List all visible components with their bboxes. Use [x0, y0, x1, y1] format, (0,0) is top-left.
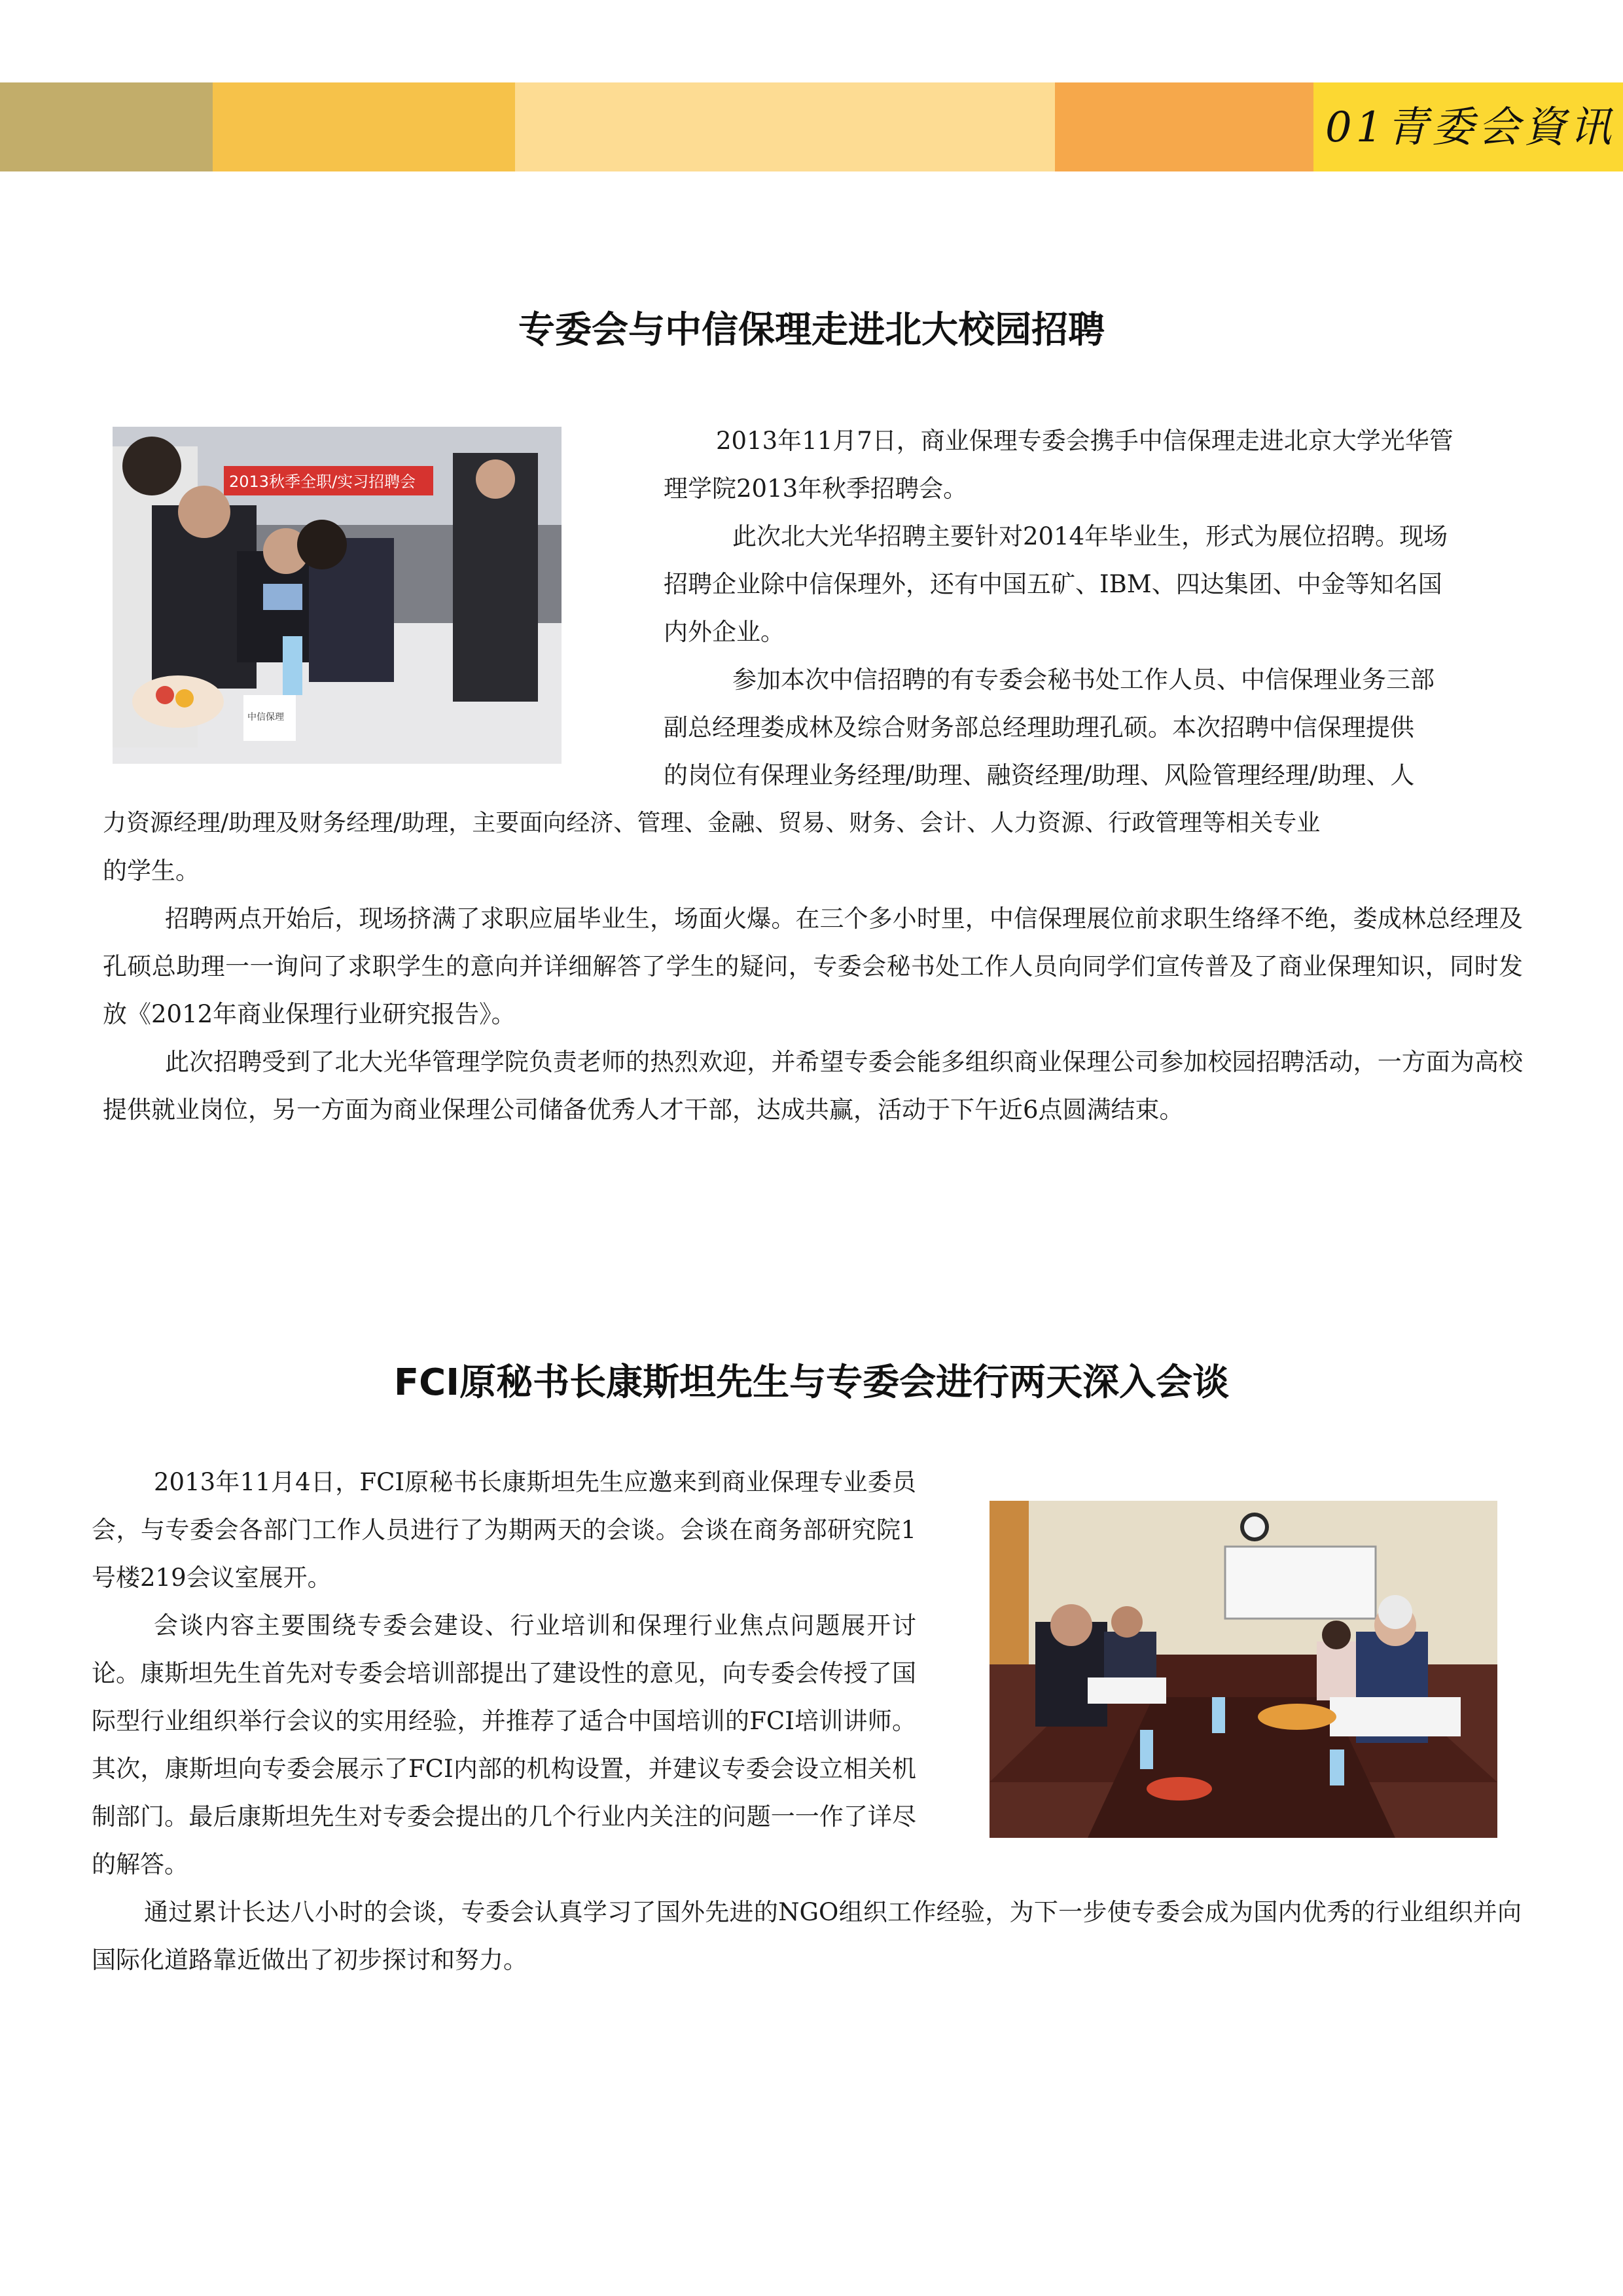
article1-photo: [113, 427, 562, 764]
article1-para1-line2: 理学院2013年秋季招聘会。: [664, 475, 968, 503]
article1-para2-line1: 此次北大光华招聘主要针对2014年毕业生，形式为展位招聘。现场: [732, 522, 1448, 550]
article2-para2: 会谈内容主要围绕专委会建设、行业培训和保理行业焦点问题展开讨论。康斯坦先生首先对专委会培训部提出了建设性的意见，向专委会传授了国际型行业组织举行会议的实用经验，并推荐了适合中国培训的FCI培训讲师。其次，康斯坦向专委会展示了FCI内部的机构设置，并建议专委会设立相关机制部门。最后康斯坦先生对专委会提出的几个行业内关注的问题一一作了详尽的解答。: [92, 1611, 916, 1878]
article1-para5: 此次招聘受到了北大光华管理学院负责老师的热烈欢迎，并希望专委会能多组织商业保理公司参加校园招聘活动，一方面为高校提供就业岗位，另一方面为商业保理公司储备优秀人才干部，达成共赢，活动于下午近6点圆满结束。: [103, 1048, 1523, 1124]
article1-para3-line1: 参加本次中信招聘的有专委会秘书处工作人员、中信保理业务三部: [732, 666, 1435, 694]
article1-para1-line1: 2013年11月7日，商业保理专委会携手中信保理走进北京大学光华管: [716, 427, 1454, 455]
article1-para3-line4: 力资源经理/助理及财务经理/助理，主要面向经济、管理、金融、贸易、财务、会计、人力资源、行政管理等相关专业: [103, 810, 1321, 836]
article2-para3: 通过累计长达八小时的会谈，专委会认真学习了国外先进的NGO组织工作经验，为下一步使专委会成为国内优秀的行业组织并向国际化道路靠近做出了初步探讨和努力。: [92, 1898, 1522, 1974]
article2-photo: [990, 1501, 1497, 1838]
article1-para4: 招聘两点开始后，现场挤满了求职应届毕业生，场面火爆。在三个多小时里，中信保理展位前求职生络绎不绝，娄成林总经理及孔硕总助理一一询问了求职学生的意向并详细解答了学生的疑问，专委会秘书处工作人员向同学们宣传普及了商业保理知识，同时发放《2012年商业保理行业研究报告》。: [103, 905, 1523, 1028]
section-label: 01青委会資讯: [1325, 103, 1616, 152]
article2-para1: 2013年11月4日，FCI原秘书长康斯坦先生应邀来到商业保理专业委员会，与专委会各部门工作人员进行了为期两天的会谈。会谈在商务部研究院1号楼219会议室展开。: [92, 1468, 916, 1592]
photo-banner-text: 2013秋季全职/实习招聘会: [229, 473, 416, 491]
article1-para3-line2: 副总经理娄成林及综合财务部总经理助理孔硕。本次招聘中信保理提供: [664, 713, 1414, 742]
article2-title: FCI原秘书长康斯坦先生与专委会进行两天深入会谈: [393, 1361, 1230, 1404]
article1-title: 专委会与中信保理走进北大校园招聘: [518, 309, 1105, 351]
article1-para3-line3: 的岗位有保理业务经理/助理、融资经理/助理、风险管理经理/助理、人: [664, 761, 1415, 789]
header-bar-segment-1: [0, 82, 213, 171]
header-bar-segment-2: [213, 82, 515, 171]
article1-para2-line3: 内外企业。: [664, 618, 785, 646]
header-bar-segment-3: [515, 82, 1055, 171]
photo-sign-text: 中信保理: [247, 712, 284, 723]
article1-para3-line5: 的学生。: [103, 857, 200, 885]
header-bar-segment-4: [1055, 82, 1313, 171]
article1-para2-line2: 招聘企业除中信保理外，还有中国五矿、IBM、四达集团、中金等知名国: [664, 570, 1442, 598]
